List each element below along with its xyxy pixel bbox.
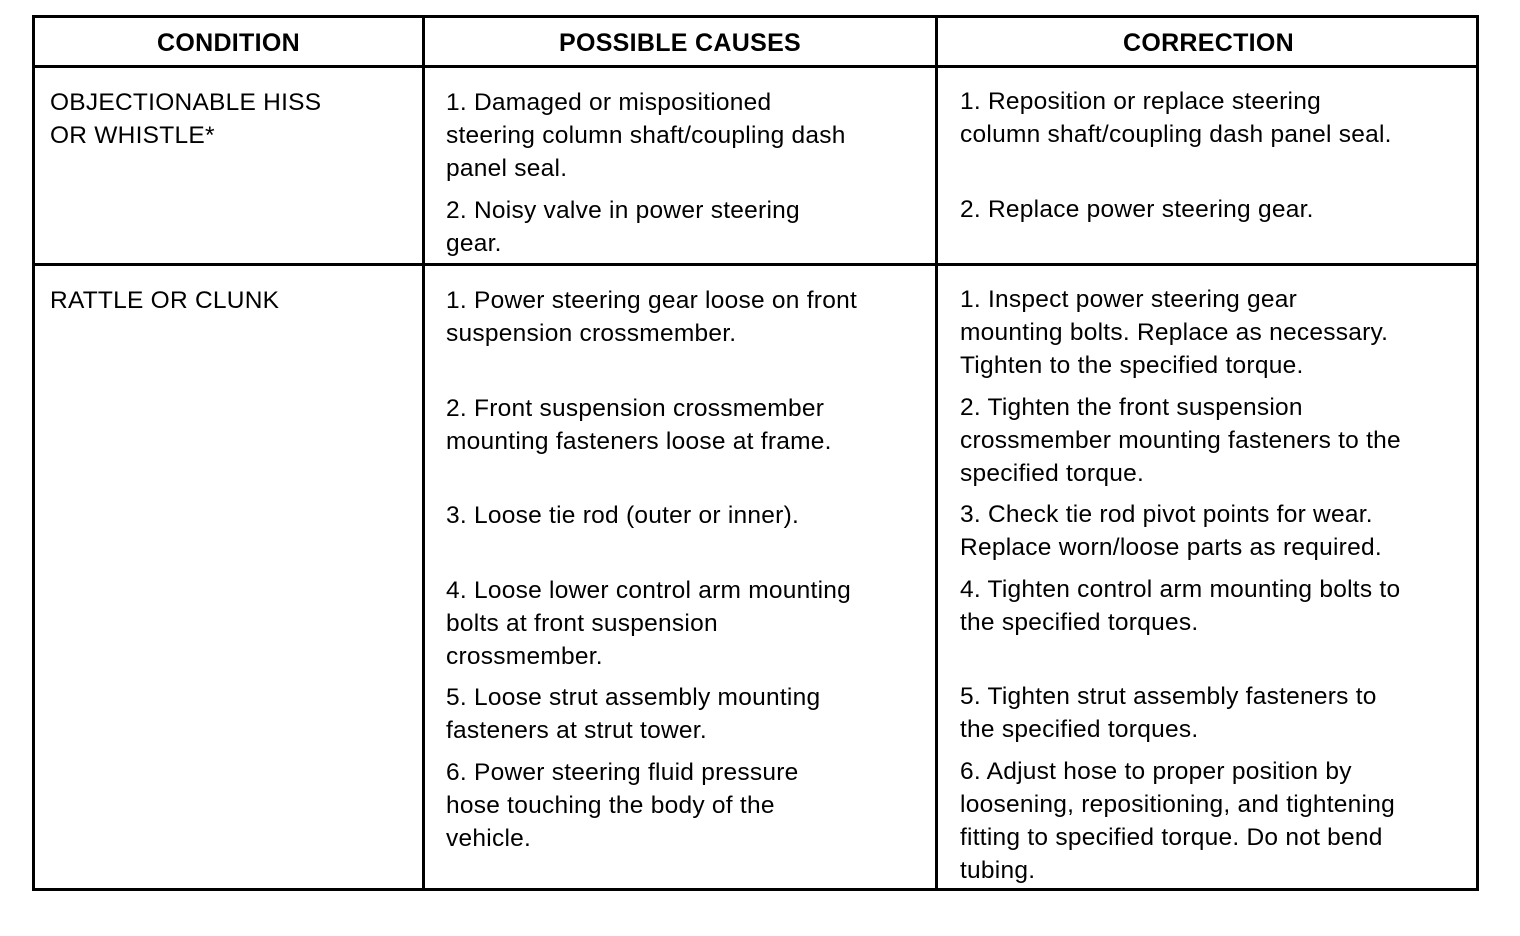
cause-cell: 1. Damaged or mispositioned steering column shaft/coupling dash panel seal.	[446, 89, 846, 182]
correction-cell: 1. Inspect power steering gear mounting bolts. Replace as necessary. Tighten to the specified torque.	[960, 286, 1389, 379]
correction-cell: 1. Reposition or replace steering column shaft/coupling dash panel seal.	[960, 88, 1392, 148]
row-divider	[35, 263, 1476, 266]
cause-cell: 4. Loose lower control arm mounting bolts at front suspension crossmember.	[446, 577, 852, 670]
correction-cell: 5. Tighten strut assembly fasteners to the specified torques.	[960, 683, 1377, 743]
correction-cell: 6. Adjust hose to proper position by loosening, repositioning, and tightening fitting to specified torque. Do not bend tubing.	[960, 758, 1395, 884]
correction-cell: 3. Check tie rod pivot points for wear. Replace worn/loose parts as required.	[960, 501, 1382, 561]
cause-cell: 6. Power steering fluid pressure hose touching the body of the vehicle.	[446, 759, 799, 852]
header-divider	[35, 65, 1476, 68]
cause-cell: 1. Power steering gear loose on front suspension crossmember.	[446, 287, 858, 347]
header-correction: CORRECTION	[1122, 29, 1295, 57]
column-divider-1	[422, 18, 425, 888]
cause-cell: 2. Front suspension crossmember mounting fasteners loose at frame.	[446, 395, 832, 455]
correction-cell: 4. Tighten control arm mounting bolts to the specified torques.	[960, 576, 1401, 636]
correction-cell: 2. Replace power steering gear.	[960, 196, 1314, 223]
diagnosis-table	[32, 15, 1479, 891]
condition-cell: RATTLE OR CLUNK	[50, 287, 280, 314]
column-divider-2	[935, 18, 938, 888]
header-condition: CONDITION	[157, 29, 300, 57]
condition-cell: OBJECTIONABLE HISS OR WHISTLE*	[50, 89, 322, 149]
cause-cell: 5. Loose strut assembly mounting fasteners at strut tower.	[446, 684, 821, 744]
correction-cell: 2. Tighten the front suspension crossmember mounting fasteners to the specified torque.	[960, 394, 1401, 487]
cause-cell: 3. Loose tie rod (outer or inner).	[446, 502, 800, 529]
header-possible-causes: POSSIBLE CAUSES	[558, 29, 802, 57]
cause-cell: 2. Noisy valve in power steering gear.	[446, 197, 800, 257]
